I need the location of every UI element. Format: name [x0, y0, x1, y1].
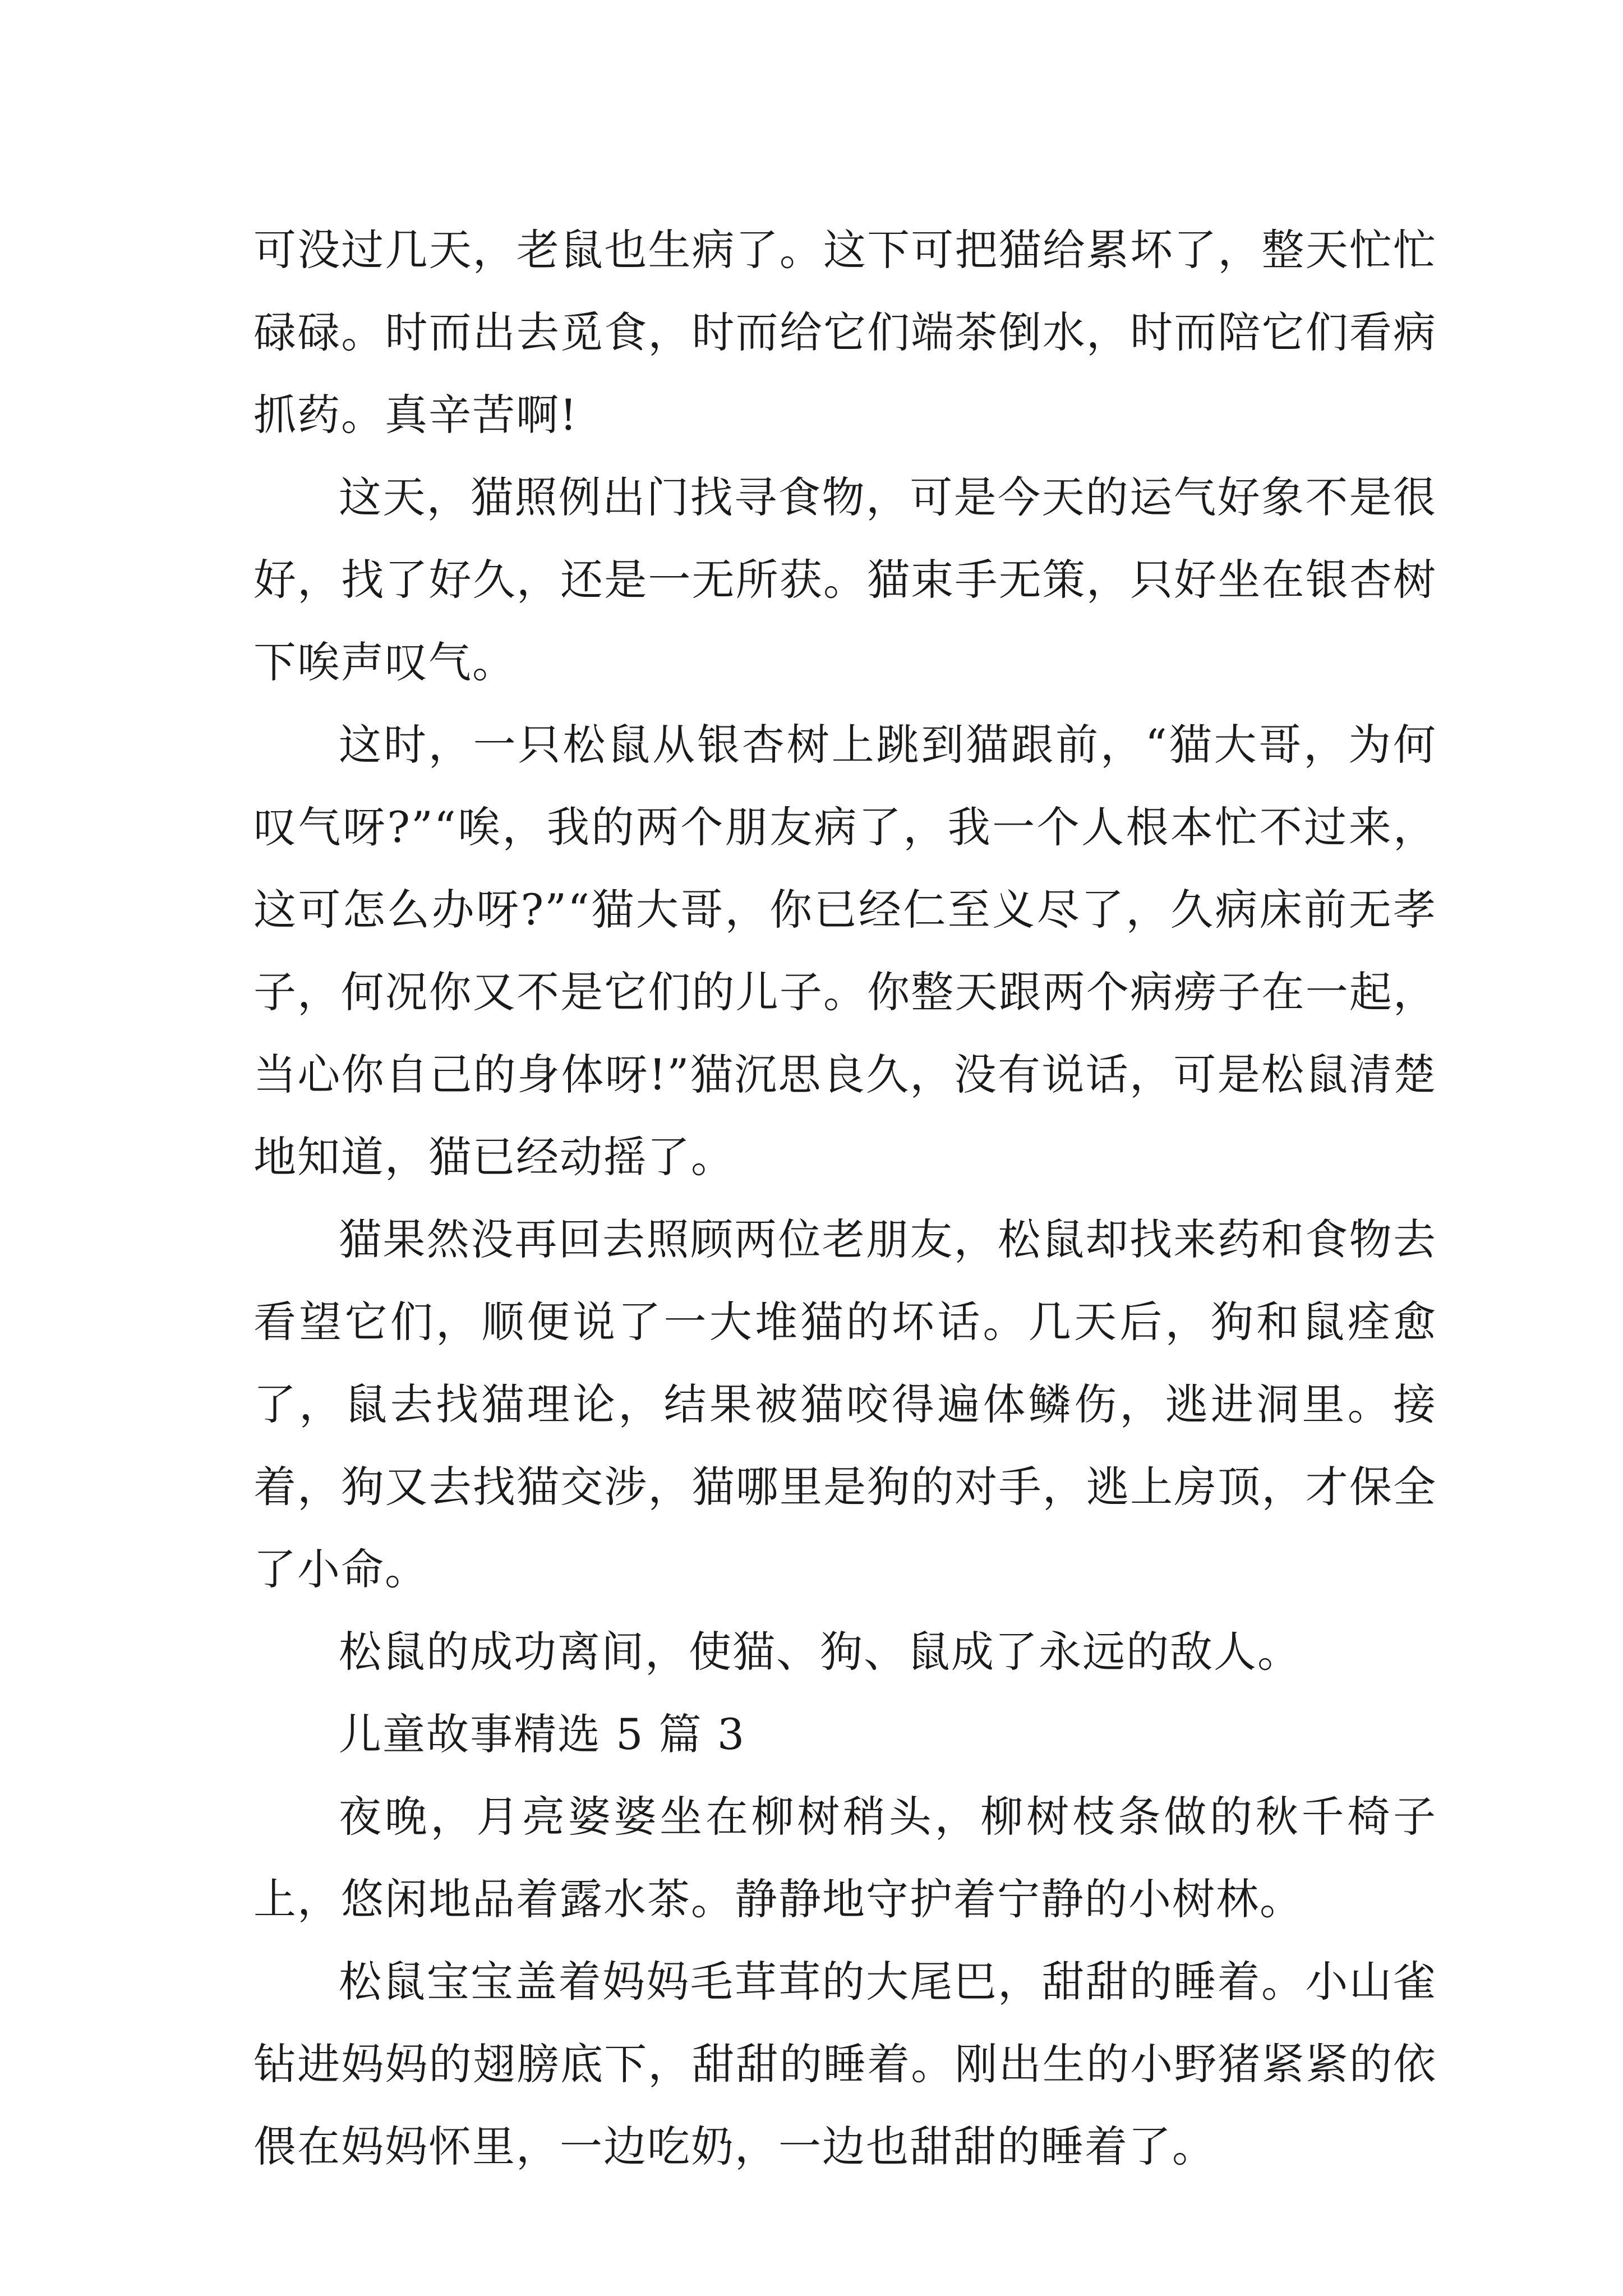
paragraph-5: 松鼠的成功离间，使猫、狗、鼠成了永远的敌人。 — [339, 1627, 1301, 1677]
section-heading: 儿童故事精选 5 篇 3 — [339, 1709, 746, 1759]
paragraph-3: 这时，一只松鼠从银杏树上跳到猫跟前，“猫大哥，为何叹气呀?”“唉，我的两个朋友病了，我一个人根本忙不过来，这可怎么办呀?”“猫大哥，你已经仁至义尽了，久病床前无孝子，何况你又不是它们的儿子。你整天跟两个病痨子在一起，当心你自己的身体呀!”猫沉思良久，没有说话，可是松鼠清楚地知道，猫已经动摇了。 — [253, 720, 1437, 1182]
paragraph-4: 猫果然没再回去照顾两位老朋友，松鼠却找来药和食物去看望它们，顺便说了一大堆猫的坏话。几天后，狗和鼠痊愈了，鼠去找猫理论，结果被猫咬得遍体鳞伤，逃进洞里。接着，狗又去找猫交涉，猫哪里是狗的对手，逃上房顶，才保全了小命。 — [253, 1214, 1437, 1594]
paragraph-6: 夜晚，月亮婆婆坐在柳树稍头，柳树枝条做的秋千椅子上，悠闲地品着露水茶。静静地守护着宁静的小树林。 — [253, 1792, 1437, 1924]
paragraph-1: 可没过几天，老鼠也生病了。这下可把猫给累坏了，整天忙忙碌碌。时而出去觅食，时而给它们端茶倒水，时而陪它们看病抓药。真辛苦啊! — [253, 225, 1437, 440]
document-body — [253, 209, 1437, 2188]
paragraph-7: 松鼠宝宝盖着妈妈毛茸茸的大尾巴，甜甜的睡着。小山雀钻进妈妈的翅膀底下，甜甜的睡着。刚出生的小野猪紧紧的依偎在妈妈怀里，一边吃奶，一边也甜甜的睡着了。 — [253, 1957, 1437, 2171]
paragraph-2: 这天，猫照例出门找寻食物，可是今天的运气好象不是很好，找了好久，还是一无所获。猫束手无策，只好坐在银杏树下唉声叹气。 — [253, 472, 1437, 687]
